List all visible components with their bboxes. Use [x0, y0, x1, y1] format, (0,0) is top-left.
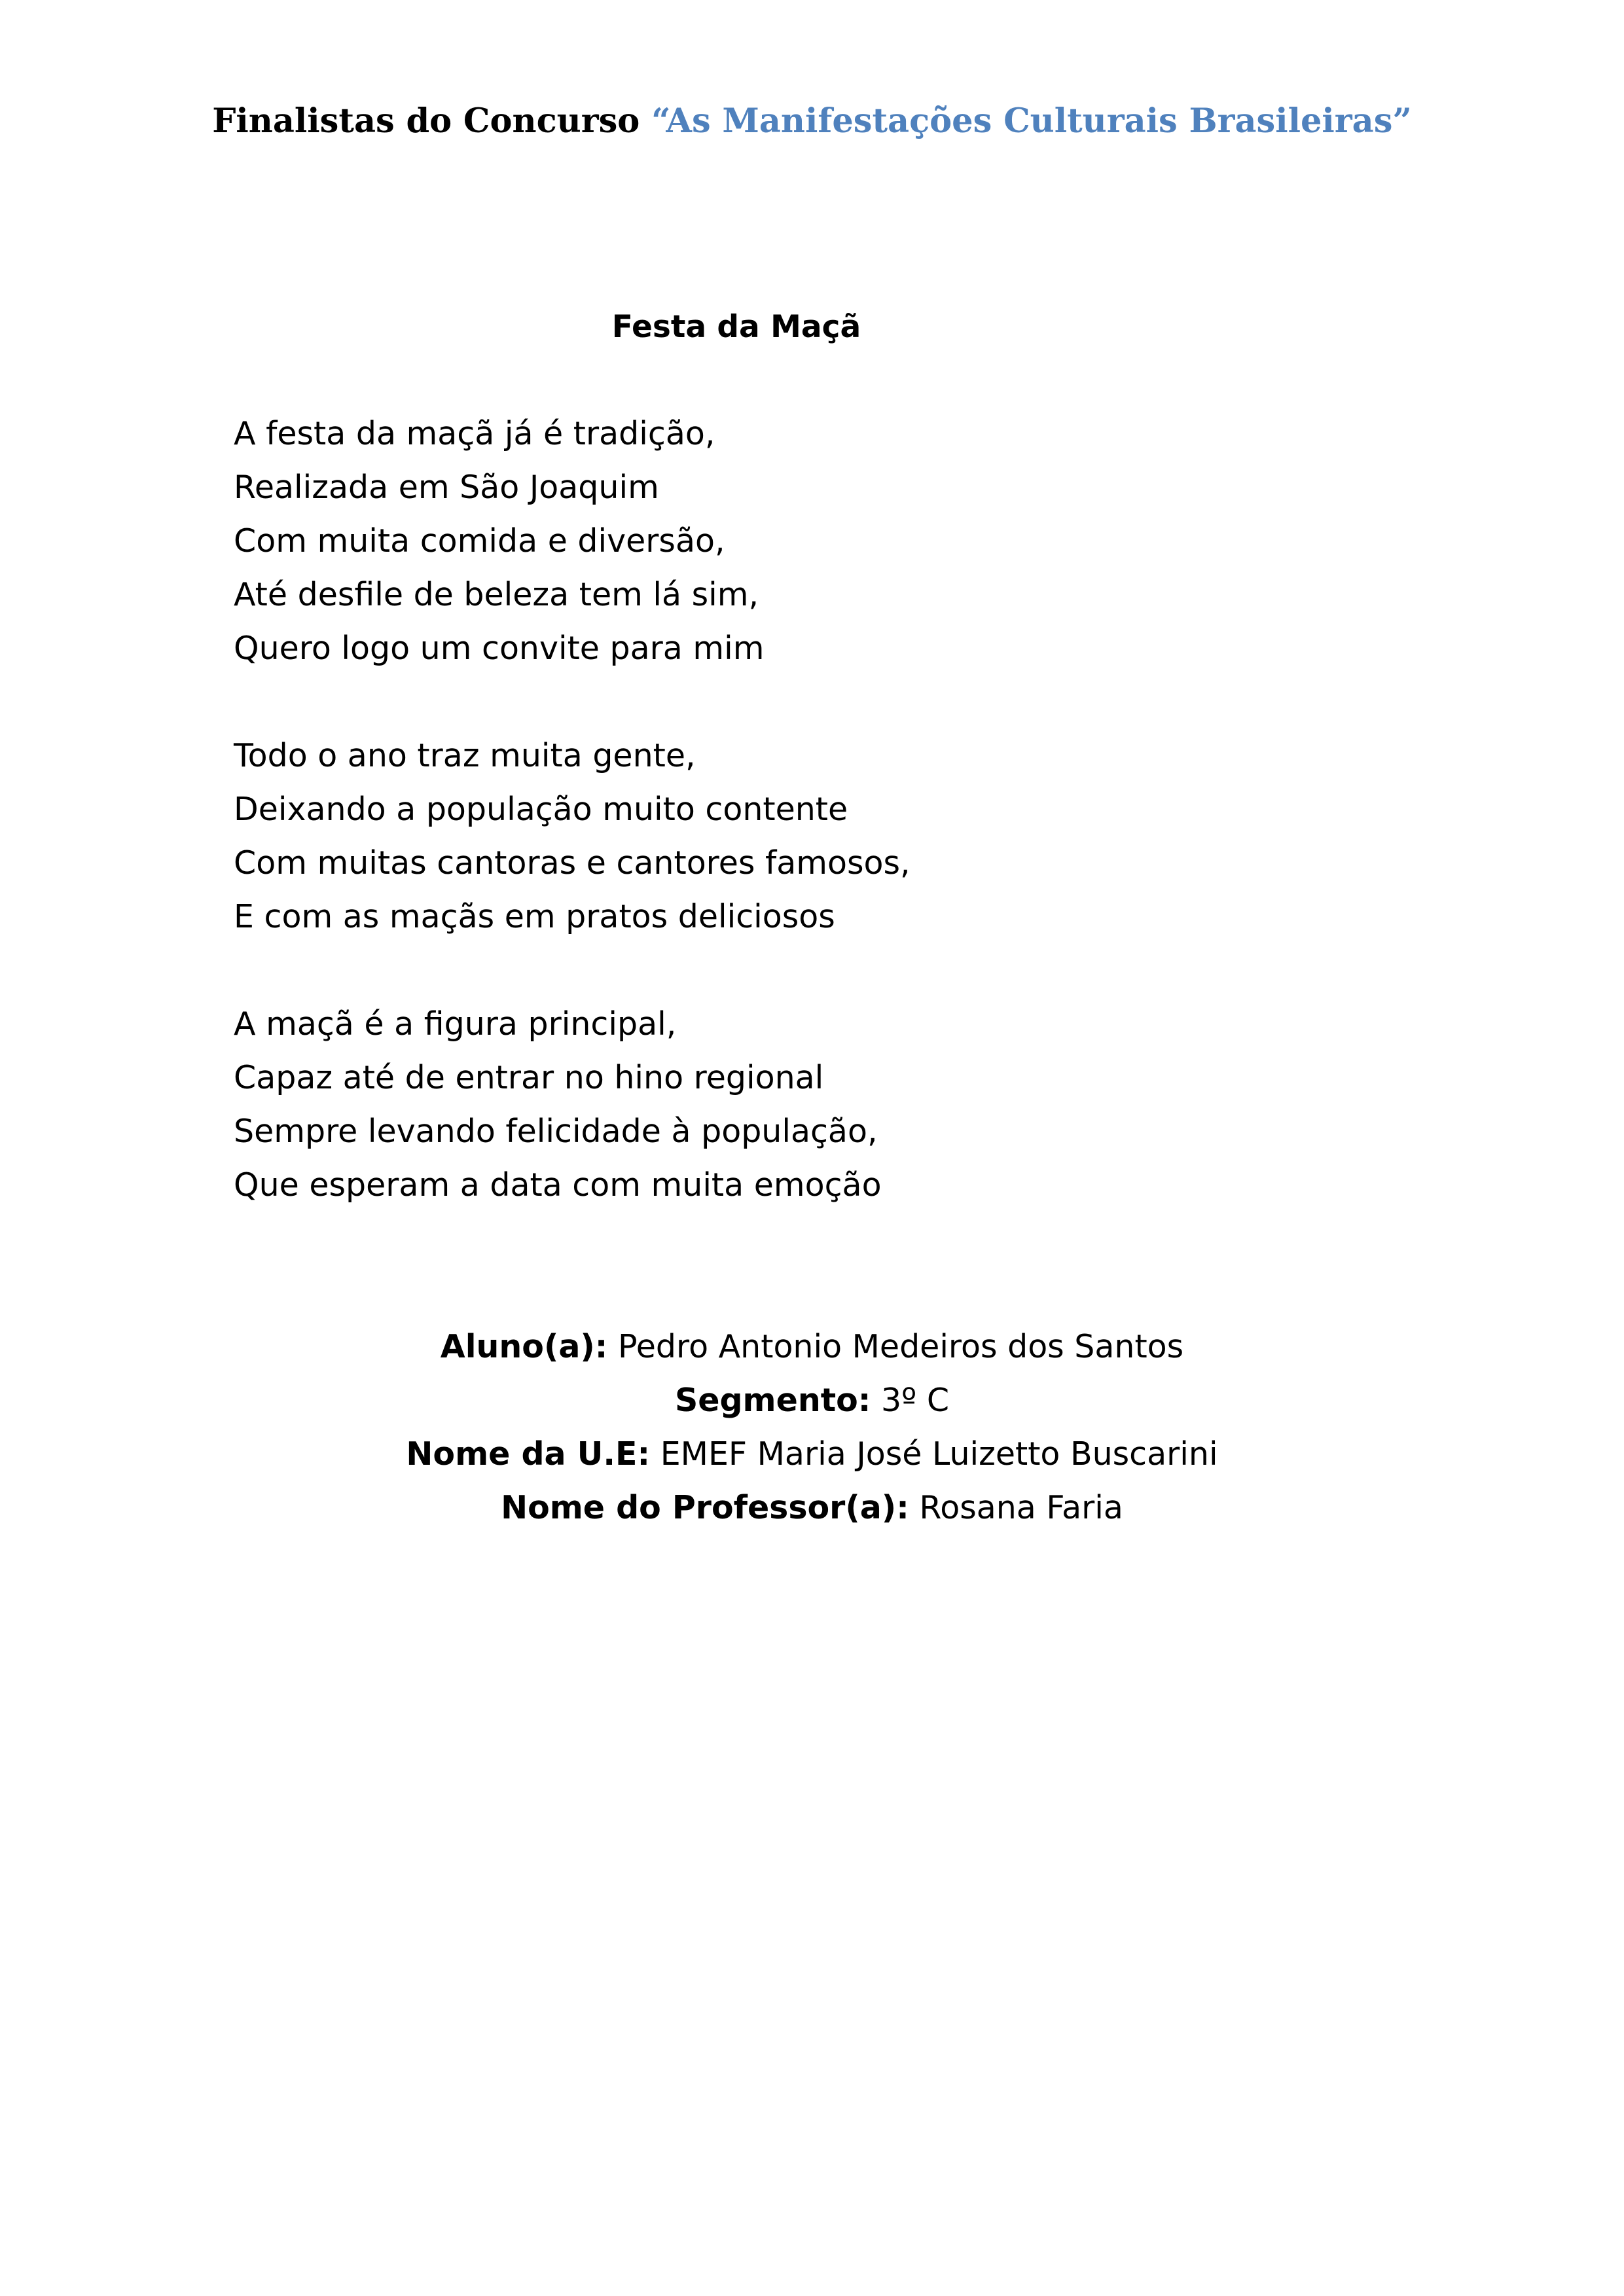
- page-header: [0, 95, 1624, 147]
- poem-line: Realizada em São Joaquim: [234, 469, 659, 506]
- stanza-3: [234, 997, 1477, 1212]
- contest-name: “As Manifestações Culturais Brasileiras”: [651, 101, 1412, 141]
- poem-line: Com muitas cantoras e cantores famosos,: [234, 844, 911, 882]
- stanza-1: [234, 407, 1477, 675]
- poem-line: E com as maçãs em pratos deliciosos: [234, 898, 835, 935]
- header-prefix: Finalistas do Concurso: [212, 101, 652, 141]
- credit-student: [0, 1320, 1624, 1374]
- poem-line: Capaz até de entrar no hino regional: [234, 1059, 824, 1096]
- poem-title: Festa da Maçã: [611, 309, 861, 345]
- poem-line: Todo o ano traz muita gente,: [234, 737, 696, 774]
- credit-segment: [0, 1374, 1624, 1427]
- credit-label: Segmento:: [674, 1382, 871, 1419]
- poem-line: Com muita comida e diversão,: [234, 522, 725, 560]
- poem-line: A maçã é a figura principal,: [234, 1005, 677, 1043]
- poem-body: [234, 407, 1477, 1266]
- credit-value: Rosana Faria: [909, 1489, 1123, 1526]
- poem-line: A festa da maçã já é tradição,: [234, 415, 715, 452]
- credit-label: Nome da U.E:: [406, 1435, 651, 1473]
- poem-line: Quero logo um convite para mim: [234, 630, 765, 667]
- credit-value: Pedro Antonio Medeiros dos Santos: [607, 1328, 1184, 1365]
- credit-label: Nome do Professor(a):: [501, 1489, 909, 1526]
- credit-label: Aluno(a):: [440, 1328, 608, 1365]
- credit-school: [0, 1427, 1624, 1481]
- poem-line: Sempre levando felicidade à população,: [234, 1113, 878, 1150]
- poem-line: Que esperam a data com muita emoção: [234, 1166, 882, 1204]
- credits-block: [0, 1320, 1624, 1535]
- credit-value: EMEF Maria José Luizetto Buscarini: [650, 1435, 1218, 1473]
- stanza-2: [234, 729, 1477, 944]
- poem-line: Deixando a população muito contente: [234, 791, 848, 828]
- credit-value: 3º C: [871, 1382, 950, 1419]
- poem-line: Até desfile de beleza tem lá sim,: [234, 576, 759, 613]
- credit-teacher: [0, 1481, 1624, 1535]
